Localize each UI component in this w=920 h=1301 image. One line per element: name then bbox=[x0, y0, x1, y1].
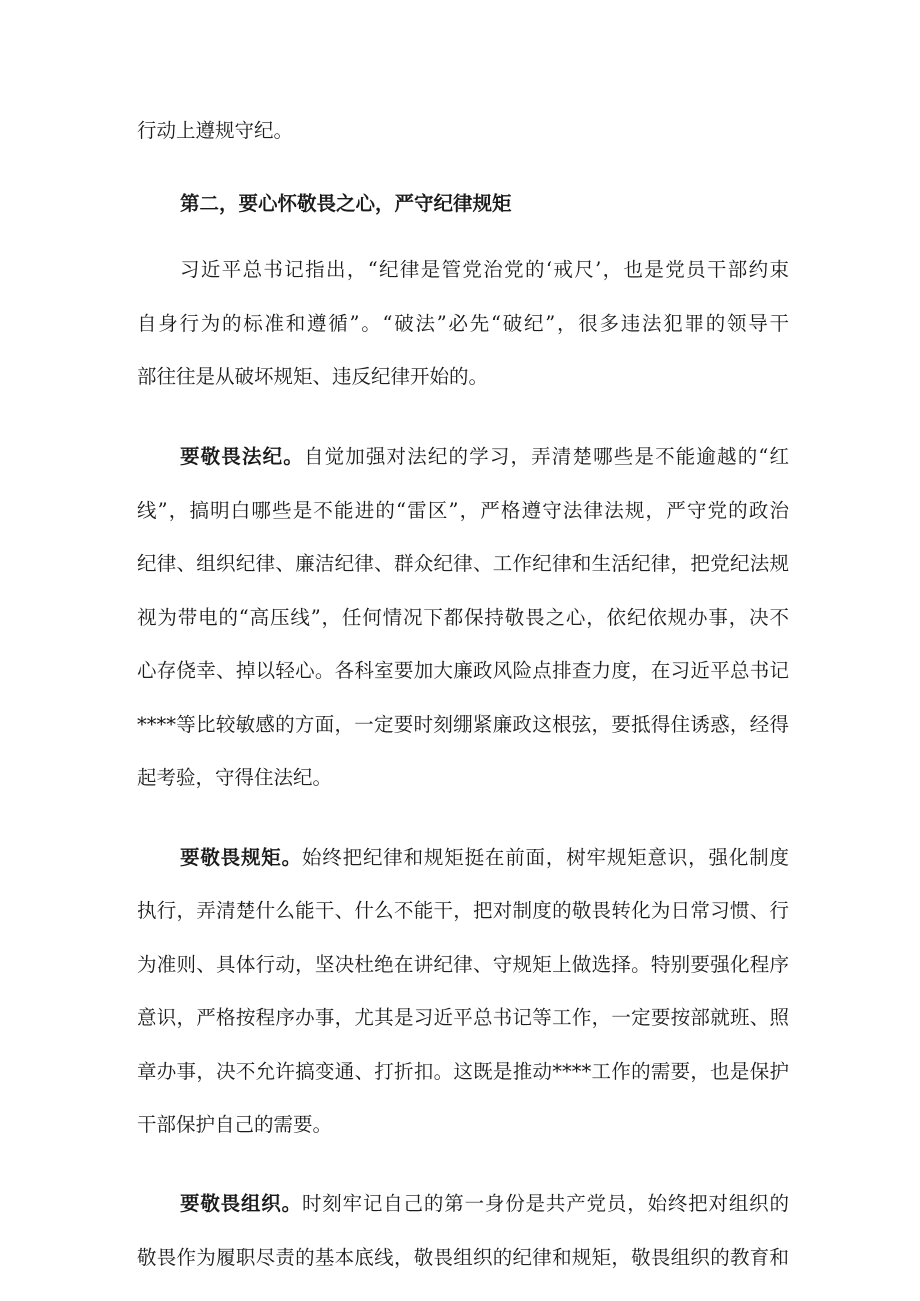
paragraph-line: 纪律、组织纪律、廉洁纪律、群众纪律、工作纪律和生活纪律，把党纪法规 bbox=[137, 552, 789, 575]
paragraph-lead: 要敬畏法纪。 bbox=[180, 445, 304, 468]
paragraph-text: 时刻牢记自己的第一身份是共产党员，始终把对组织的 bbox=[301, 1192, 789, 1215]
paragraph-line: 习近平总书记指出，“纪律是管党治党的‘戒尺’，也是党员干部约束 bbox=[180, 258, 789, 281]
paragraph-line bbox=[180, 443, 789, 471]
section-heading: 第二，要心怀敬畏之心，严守纪律规矩 bbox=[180, 192, 512, 215]
paragraph-line: 为准则、具体行动，坚决杜绝在讲纪律、守规矩上做选择。特别要强化程序 bbox=[137, 953, 789, 976]
paragraph-line: 部往往是从破坏规矩、违反纪律开始的。 bbox=[137, 365, 489, 388]
paragraph-text: 始终把纪律和规矩挺在前面，树牢规矩意识，强化制度 bbox=[301, 846, 789, 869]
paragraph-lead: 要敬畏组织。 bbox=[180, 1192, 302, 1215]
paragraph-line: 自身行为的标准和遵循”。“破法”必先“破纪”，很多违法犯罪的领导干 bbox=[137, 312, 789, 335]
paragraph-line: 意识，严格按程序办事，尤其是习近平总书记等工作，一定要按部就班、照 bbox=[137, 1006, 789, 1029]
paragraph-lead: 要敬畏规矩。 bbox=[180, 846, 302, 869]
paragraph-line: 视为带电的“高压线”，任何情况下都保持敬畏之心，依纪依规办事，决不 bbox=[137, 606, 789, 629]
paragraph-line: ****等比较敏感的方面，一定要时刻绷紧廉政这根弦，要抵得住诱惑，经得 bbox=[137, 713, 789, 736]
paragraph-text: 自觉加强对法纪的学习，弄清楚哪些是不能逾越的“红 bbox=[303, 445, 789, 468]
paragraph-line: 敬畏作为履职尽责的基本底线，敬畏组织的纪律和规矩，敬畏组织的教育和 bbox=[137, 1246, 789, 1269]
paragraph-line: 执行，弄清楚什么能干、什么不能干，把对制度的敬畏转化为日常习惯、行 bbox=[137, 899, 789, 922]
paragraph-line: 线”，搞明白哪些是不能进的“雷区”，严格遵守法律法规，严守党的政治 bbox=[137, 499, 789, 522]
paragraph-line: 心存侥幸、掉以轻心。各科室要加大廉政风险点排查力度，在习近平总书记 bbox=[137, 659, 789, 682]
paragraph-line bbox=[180, 1190, 789, 1218]
paragraph-line: 起考验，守得住法纪。 bbox=[137, 766, 333, 789]
paragraph-line: 章办事，决不允许搞变通、打折扣。这既是推动****工作的需要，也是保护 bbox=[137, 1060, 789, 1083]
paragraph-line: 干部保护自己的需要。 bbox=[137, 1113, 333, 1136]
paragraph-line: 行动上遵规守纪。 bbox=[137, 119, 294, 142]
paragraph-line bbox=[180, 844, 789, 872]
